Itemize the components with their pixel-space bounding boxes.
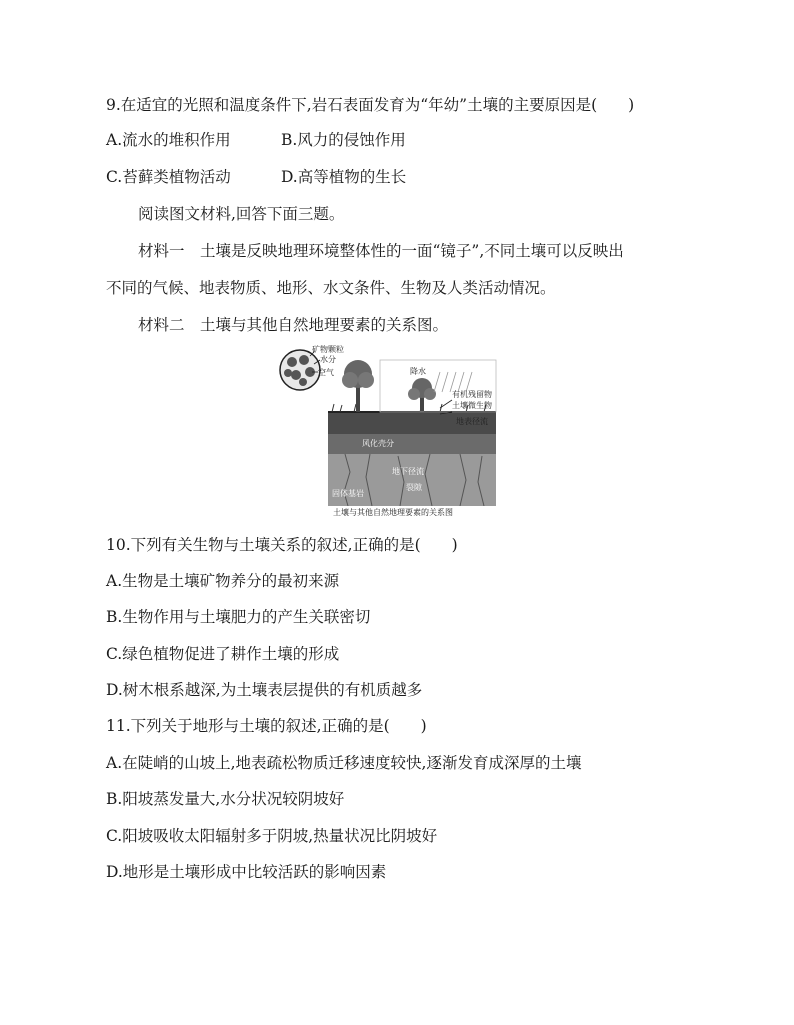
label-runoff: 地表径流 bbox=[456, 417, 488, 426]
label-bedrock: 固体基岩 bbox=[332, 489, 364, 498]
tree-left bbox=[342, 360, 374, 412]
question-10-option-d: D.树木根系越深,为土壤表层提供的有机质越多 bbox=[106, 681, 423, 699]
material-1-line-1: 材料一 土壤是反映地理环境整体性的一面“镜子”,不同土壤可以反映出 bbox=[138, 242, 624, 260]
question-9-options-row2 bbox=[106, 167, 406, 187]
question-9-option-b: B.风力的侵蚀作用 bbox=[280, 131, 406, 149]
question-11-option-d: D.地形是土壤形成中比较活跃的影响因素 bbox=[106, 863, 387, 881]
label-water: 水分 bbox=[320, 355, 336, 364]
tree-right bbox=[408, 378, 436, 412]
question-9-option-d: D.高等植物的生长 bbox=[280, 168, 407, 186]
soil-relationship-figure bbox=[270, 342, 516, 522]
label-air: 空气 bbox=[318, 368, 334, 377]
question-10-option-c: C.绿色植物促进了耕作土壤的形成 bbox=[106, 645, 340, 663]
label-weathered: 风化壳分 bbox=[362, 439, 394, 448]
question-9-stem: 9.在适宜的光照和温度条件下,岩石表面发育为“年幼”土壤的主要原因是( ) bbox=[106, 96, 635, 114]
label-organic: 有机残留物 bbox=[452, 390, 492, 399]
label-fissure: 裂隙 bbox=[406, 483, 422, 492]
reading-intro: 阅读图文材料,回答下面三题。 bbox=[138, 205, 345, 223]
label-rain: 降水 bbox=[410, 367, 426, 376]
question-9-option-c: C.苔藓类植物活动 bbox=[106, 168, 231, 186]
weathered-layer bbox=[328, 434, 496, 454]
question-10-stem: 10.下列有关生物与土壤关系的叙述,正确的是( ) bbox=[106, 536, 458, 554]
bedrock-layer bbox=[328, 454, 496, 506]
question-11-option-b: B.阳坡蒸发量大,水分状况较阴坡好 bbox=[106, 790, 345, 808]
figure-caption: 土壤与其他自然地理要素的关系图 bbox=[333, 508, 453, 517]
material-1-line-2: 不同的气候、地表物质、地形、水文条件、生物及人类活动情况。 bbox=[106, 279, 556, 297]
question-9-option-a: A.流水的堆积作用 bbox=[106, 131, 231, 149]
question-11-option-c: C.阳坡吸收太阳辐射多于阴坡,热量状况比阴坡好 bbox=[106, 827, 438, 845]
label-groundwater: 地下径流 bbox=[392, 467, 424, 476]
question-10-option-a: A.生物是土壤矿物养分的最初来源 bbox=[106, 572, 340, 590]
question-9-options-row1 bbox=[106, 130, 406, 150]
material-2: 材料二 土壤与其他自然地理要素的关系图。 bbox=[138, 316, 449, 334]
rain-lines bbox=[434, 372, 472, 392]
question-11-option-a: A.在陡峭的山坡上,地表疏松物质迁移速度较快,逐渐发育成深厚的土壤 bbox=[106, 754, 582, 772]
question-11-stem: 11.下列关于地形与土壤的叙述,正确的是( ) bbox=[106, 717, 427, 735]
question-10-option-b: B.生物作用与土壤肥力的产生关联密切 bbox=[106, 608, 371, 626]
soil-diagram bbox=[270, 342, 516, 506]
label-microbe: 土壤微生物 bbox=[452, 401, 492, 410]
label-mineral: 矿物颗粒 bbox=[312, 345, 344, 354]
soil-particle-magnifier bbox=[280, 350, 320, 390]
